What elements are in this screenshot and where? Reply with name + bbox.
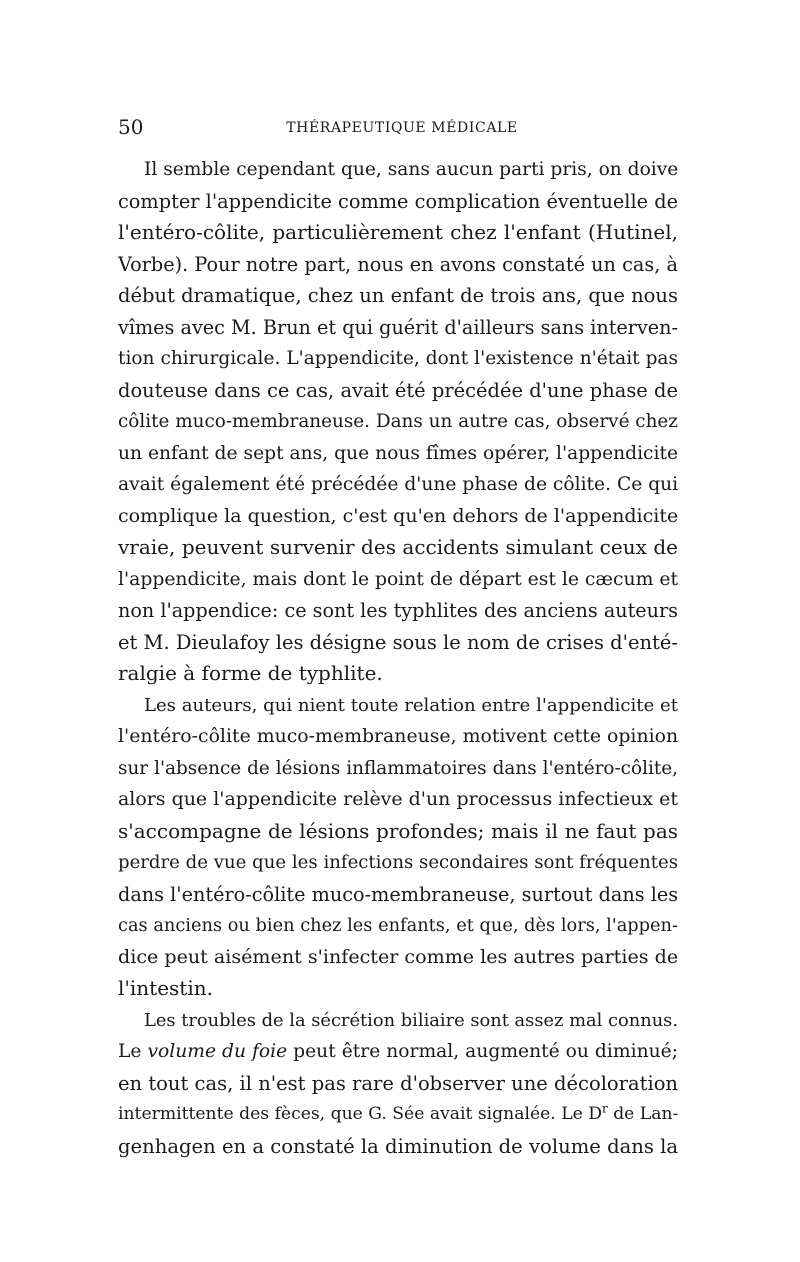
body-text: [118, 154, 678, 1162]
text-line: perdre de vue que les infections secondaires sont fréquentes: [118, 852, 678, 873]
text-line: dans l'entéro-côlite muco-membraneuse, surtout dans les: [118, 882, 679, 906]
text-fragment: de Lan-: [607, 1104, 679, 1124]
text-line: Les troubles de la sécrétion biliaire sont assez mal connus.: [144, 1009, 678, 1031]
text-line: [118, 1036, 678, 1068]
text-line: vîmes avec M. Brun et qui guérit d'ailleurs sans interven-: [118, 315, 678, 339]
text-line: côlite muco-membraneuse. Dans un autre cas, observé chez: [118, 411, 678, 432]
text-line: cas anciens ou bien chez les enfants, et que, dès lors, l'appen-: [118, 915, 678, 936]
text-line: Vorbe). Pour notre part, nous en avons constaté un cas, à: [118, 252, 678, 276]
superscript: r: [601, 1101, 608, 1116]
text-line: non l'appendice: ce sont les typhlites des anciens auteurs: [118, 599, 678, 622]
text-line: sur l'absence de lésions inflammatoires dans l'entéro-côlite,: [118, 757, 678, 779]
italic-term: volume du foie: [147, 1041, 288, 1062]
text-fragment: peut être normal, augmenté ou diminué;: [287, 1041, 678, 1062]
text-line: l'appendicite, mais dont le point de départ est le cæcum et: [118, 568, 679, 590]
text-fragment: intermittente des fèces, que G. Sée avait signalée. Le D: [118, 1104, 602, 1124]
paragraph-2: [118, 690, 678, 1005]
text-line: Les auteurs, qui nient toute relation entre l'appendicite et: [144, 694, 678, 716]
paragraph-1: [118, 154, 678, 690]
paragraph-3: [118, 1005, 678, 1163]
text-line: douteuse dans ce cas, avait été précédée d'une phase de: [118, 378, 678, 402]
text-line: complique la question, c'est qu'en dehors de l'appendicite: [118, 504, 679, 527]
text-line: alors que l'appendicite relève d'un processus infectieux et: [118, 788, 678, 810]
text-line: l'intestin.: [118, 976, 213, 1000]
text-line: et M. Dieulafoy les désigne sous le nom de crises d'enté-: [118, 630, 678, 654]
text-line: début dramatique, chez un enfant de trois ans, que nous: [118, 284, 678, 307]
text-line: compter l'appendicite comme complication éventuelle de: [118, 189, 678, 213]
text-line: ralgie à forme de typhlite.: [118, 661, 383, 685]
running-head: THÉRAPEUTIQUE MÉDICALE: [286, 120, 518, 136]
text-line: avait également été précédée d'une phase de côlite. Ce qui: [118, 474, 679, 495]
text-fragment: Le: [118, 1041, 148, 1062]
text-line: un enfant de sept ans, que nous fîmes opérer, l'appendicite: [118, 442, 678, 464]
text-line: [118, 1099, 678, 1131]
text-line: tion chirurgicale. L'appendicite, dont l'existence n'était pas: [118, 348, 678, 369]
text-line: l'entéro-côlite, particulièrement chez l'enfant (Hutinel,: [118, 220, 678, 244]
text-line: Il semble cependant que, sans aucun parti pris, on doive: [144, 159, 679, 180]
page-number: 50: [118, 115, 144, 139]
text-line: l'entéro-côlite muco-membraneuse, motivent cette opinion: [118, 725, 679, 747]
page-header: [118, 112, 686, 142]
text-line: dice peut aisément s'infecter comme les autres parties de: [118, 945, 679, 968]
text-line: vraie, peuvent survenir des accidents simulant ceux de: [118, 535, 678, 559]
text-line: s'accompagne de lésions profondes; mais il ne faut pas: [118, 818, 678, 843]
text-line: genhagen en a constaté la diminution de volume dans la: [118, 1134, 679, 1158]
text-line: en tout cas, il n'est pas rare d'observer une décoloration: [118, 1071, 678, 1095]
